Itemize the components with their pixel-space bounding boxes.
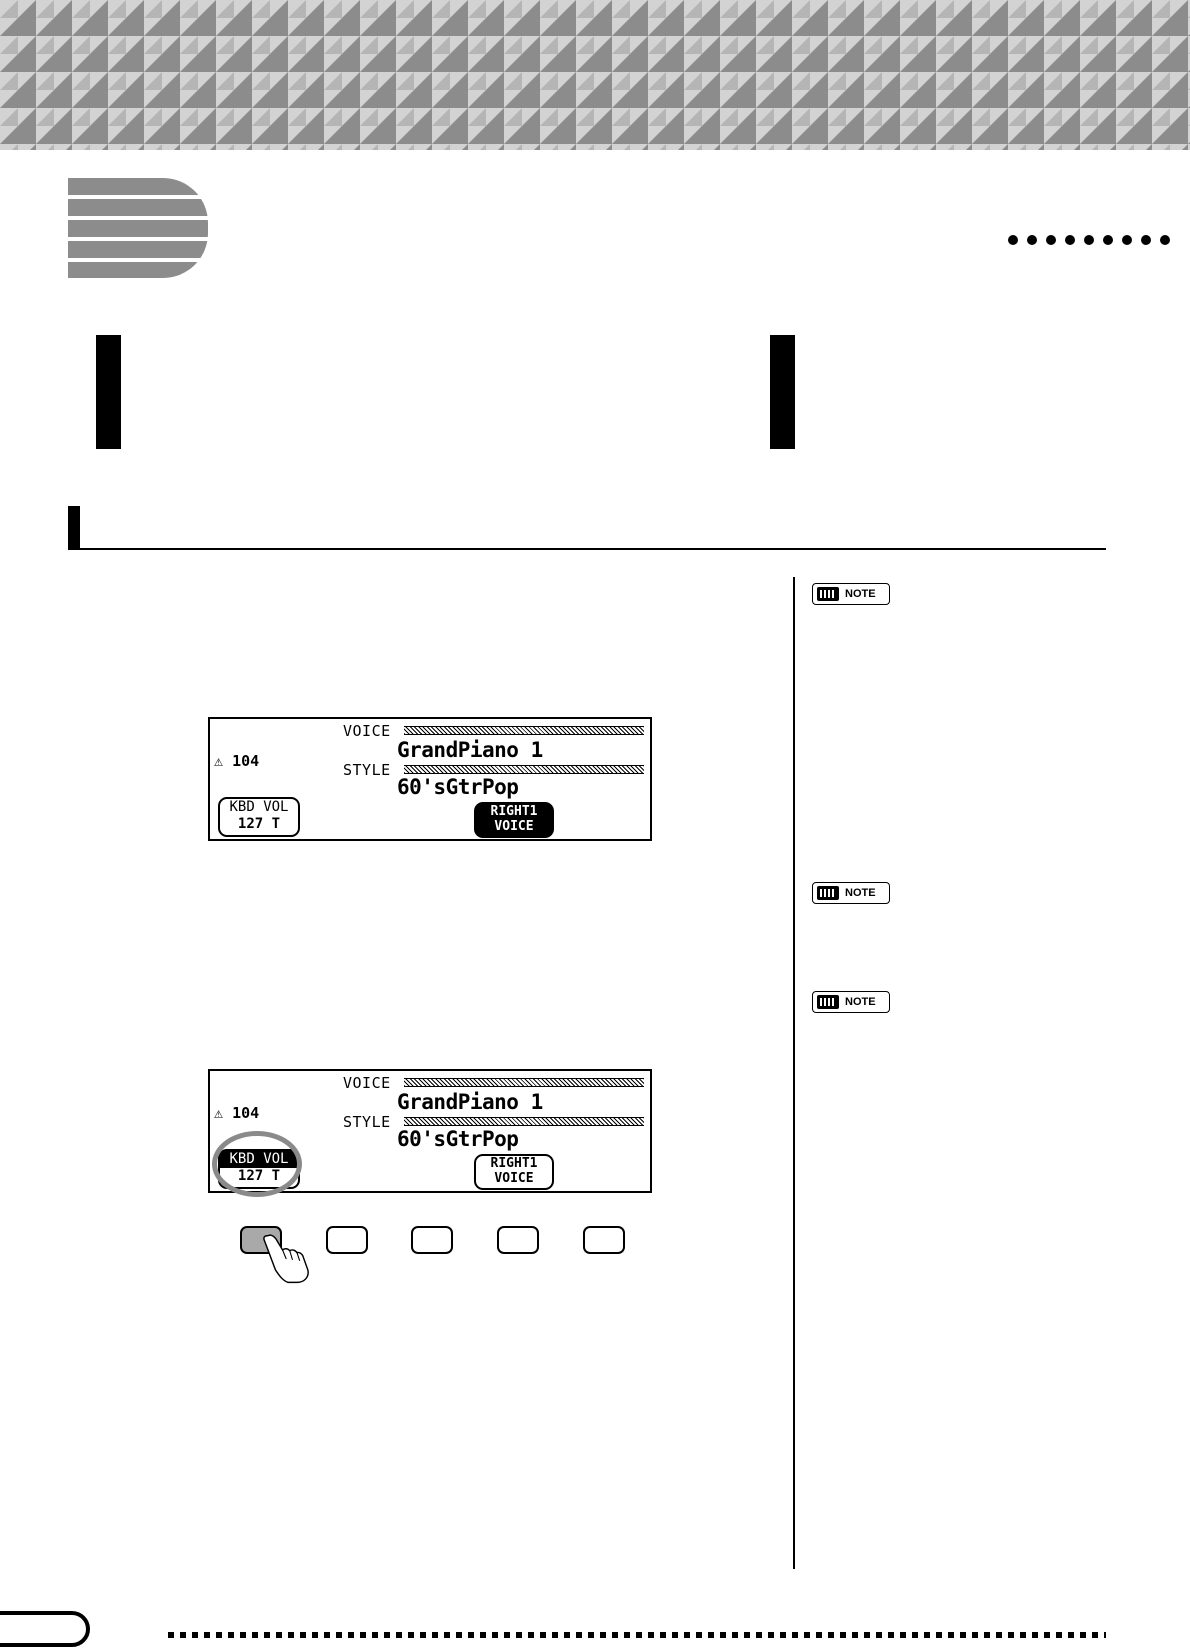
kbd-vol-label: KBD VOL — [220, 1151, 298, 1168]
style-label: STYLE — [343, 761, 391, 779]
header-pattern — [0, 0, 1190, 150]
note-label: NOTE — [845, 588, 876, 600]
voice-label: VOICE — [343, 722, 391, 740]
tempo-value: 104 — [232, 1104, 260, 1122]
highlight-circle — [212, 1131, 302, 1197]
style-label: STYLE — [343, 1113, 391, 1131]
style-hatch — [404, 1117, 644, 1126]
footer-dot-leader — [168, 1632, 1106, 1638]
tempo-value: 104 — [232, 752, 260, 770]
kbd-vol-label: KBD VOL — [229, 799, 289, 815]
column-bar-right — [770, 335, 795, 449]
right1-voice-tab[interactable] — [474, 1154, 554, 1190]
note-badge-1 — [812, 583, 890, 605]
style-name: 60'sGtrPop — [397, 1127, 519, 1151]
voice-hatch — [404, 1078, 644, 1087]
lcd-display-before — [208, 717, 652, 841]
column-bar-left — [96, 335, 121, 449]
voice-name: GrandPiano 1 — [397, 738, 543, 762]
right1-voice-tab[interactable] — [474, 802, 554, 838]
fader-icon: T — [271, 1168, 281, 1184]
style-hatch — [404, 765, 644, 774]
right1-line1: RIGHT1 — [490, 1156, 538, 1171]
metronome-icon: ⚠ — [214, 1104, 224, 1122]
kbd-vol-value: 127 T — [237, 816, 281, 832]
note-label: NOTE — [845, 996, 876, 1008]
voice-label: VOICE — [343, 1074, 391, 1092]
style-name: 60'sGtrPop — [397, 775, 519, 799]
section-heading-mark — [68, 506, 80, 550]
tempo-display — [214, 752, 259, 770]
fader-icon: T — [271, 816, 281, 832]
metronome-icon: ⚠ — [214, 752, 224, 770]
kbd-vol-tab[interactable] — [218, 797, 300, 837]
column-divider — [793, 577, 795, 1569]
lcd-button-3[interactable] — [411, 1226, 453, 1254]
lcd-button-4[interactable] — [497, 1226, 539, 1254]
right1-line2: VOICE — [494, 1171, 534, 1186]
right1-line1: RIGHT1 — [490, 804, 538, 819]
section-rule — [68, 548, 1106, 550]
note-icon — [817, 886, 839, 900]
note-icon — [817, 995, 839, 1009]
right1-line2: VOICE — [494, 819, 534, 834]
note-badge-2 — [812, 882, 890, 904]
lcd-button-5[interactable] — [583, 1226, 625, 1254]
tempo-display — [214, 1104, 259, 1122]
pointing-hand-icon — [258, 1232, 318, 1286]
chapter-tab — [68, 178, 208, 278]
page-number-tab — [0, 1611, 90, 1647]
lcd-button-2[interactable] — [326, 1226, 368, 1254]
kbd-vol-value: 127 T — [237, 1168, 281, 1184]
note-label: NOTE — [845, 887, 876, 899]
title-dot-leader — [1008, 235, 1170, 245]
voice-hatch — [404, 726, 644, 735]
note-badge-3 — [812, 991, 890, 1013]
voice-name: GrandPiano 1 — [397, 1090, 543, 1114]
note-icon — [817, 587, 839, 601]
